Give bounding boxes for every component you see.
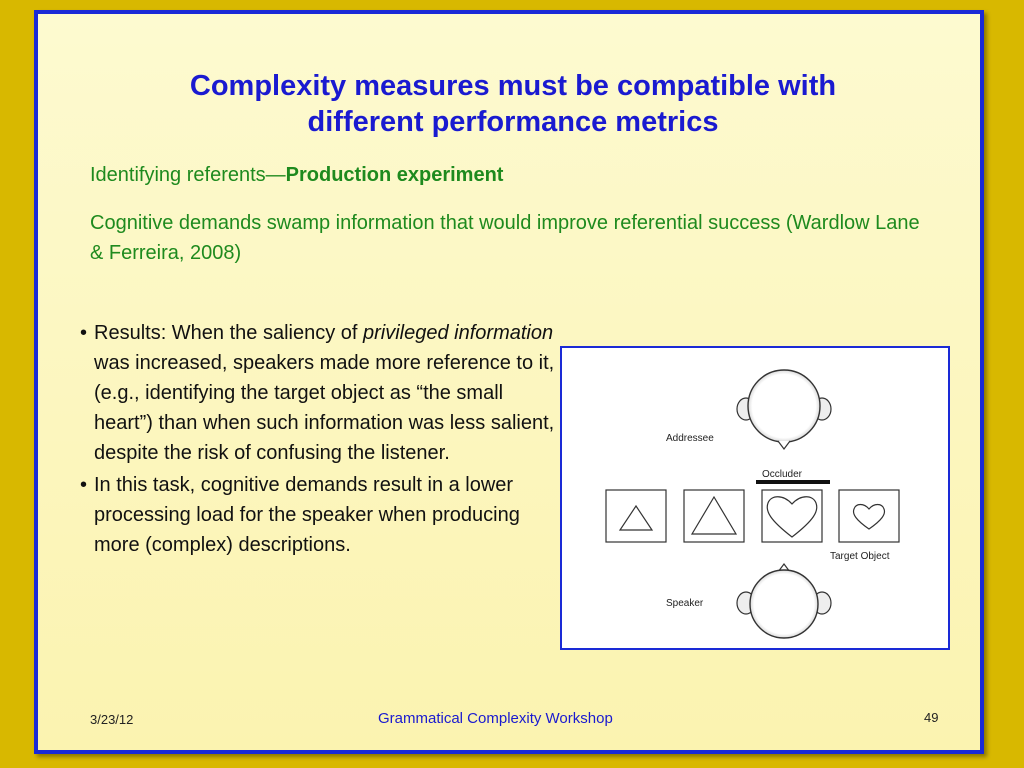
- occluder-label: Occluder: [762, 469, 803, 480]
- bullet-results-italic: privileged information: [363, 322, 554, 344]
- page-number: 49: [924, 710, 939, 725]
- object-small-triangle: [606, 490, 666, 542]
- title-line-1: Complexity measures must be compatible with: [189, 70, 837, 102]
- experiment-figure: [560, 346, 950, 650]
- subtitle-cognitive-demands: Cognitive demands swamp information that would improve referential success (Wardlow Lane & Ferreira, 2008): [90, 212, 920, 264]
- occluder-bar: [756, 480, 830, 484]
- slide-title: [98, 68, 928, 140]
- subtitle-identifying-referents: [90, 164, 503, 187]
- bullet-marker: •: [80, 322, 88, 344]
- slide: [34, 10, 984, 754]
- subtitle-bold: Production experiment: [285, 164, 504, 186]
- experiment-diagram: [562, 348, 948, 648]
- subtitle-prefix: Identifying referents—: [90, 164, 286, 186]
- speaker-label: Speaker: [666, 598, 704, 609]
- footer-title: Grammatical Complexity Workshop: [378, 710, 613, 727]
- object-large-triangle: [684, 490, 744, 542]
- bullet-marker: •: [80, 474, 88, 496]
- bullet-list: [78, 318, 558, 562]
- title-line-2: different performance metrics: [307, 106, 719, 138]
- object-large-heart: [762, 490, 822, 542]
- bullet-task-text: In this task, cognitive demands result in a lower processing load for the speaker when producing more (complex) descriptions.: [94, 474, 520, 556]
- bullet-task: [78, 470, 558, 560]
- target-object-label: Target Object: [830, 551, 890, 562]
- footer-date: 3/23/12: [90, 712, 134, 727]
- speaker-head-icon: [737, 564, 831, 638]
- addressee-label: Addressee: [666, 433, 714, 444]
- addressee-head-icon: [737, 370, 831, 449]
- bullet-results-lead: Results: When the saliency of: [94, 322, 364, 344]
- bullet-results: [78, 318, 558, 468]
- object-small-heart-target: [839, 490, 899, 542]
- bullet-results-rest: was increased, speakers made more reference to it, (e.g., identifying the target object as “the small heart”) than when such information was less salient, despite the risk of confusing the listener.: [94, 352, 555, 464]
